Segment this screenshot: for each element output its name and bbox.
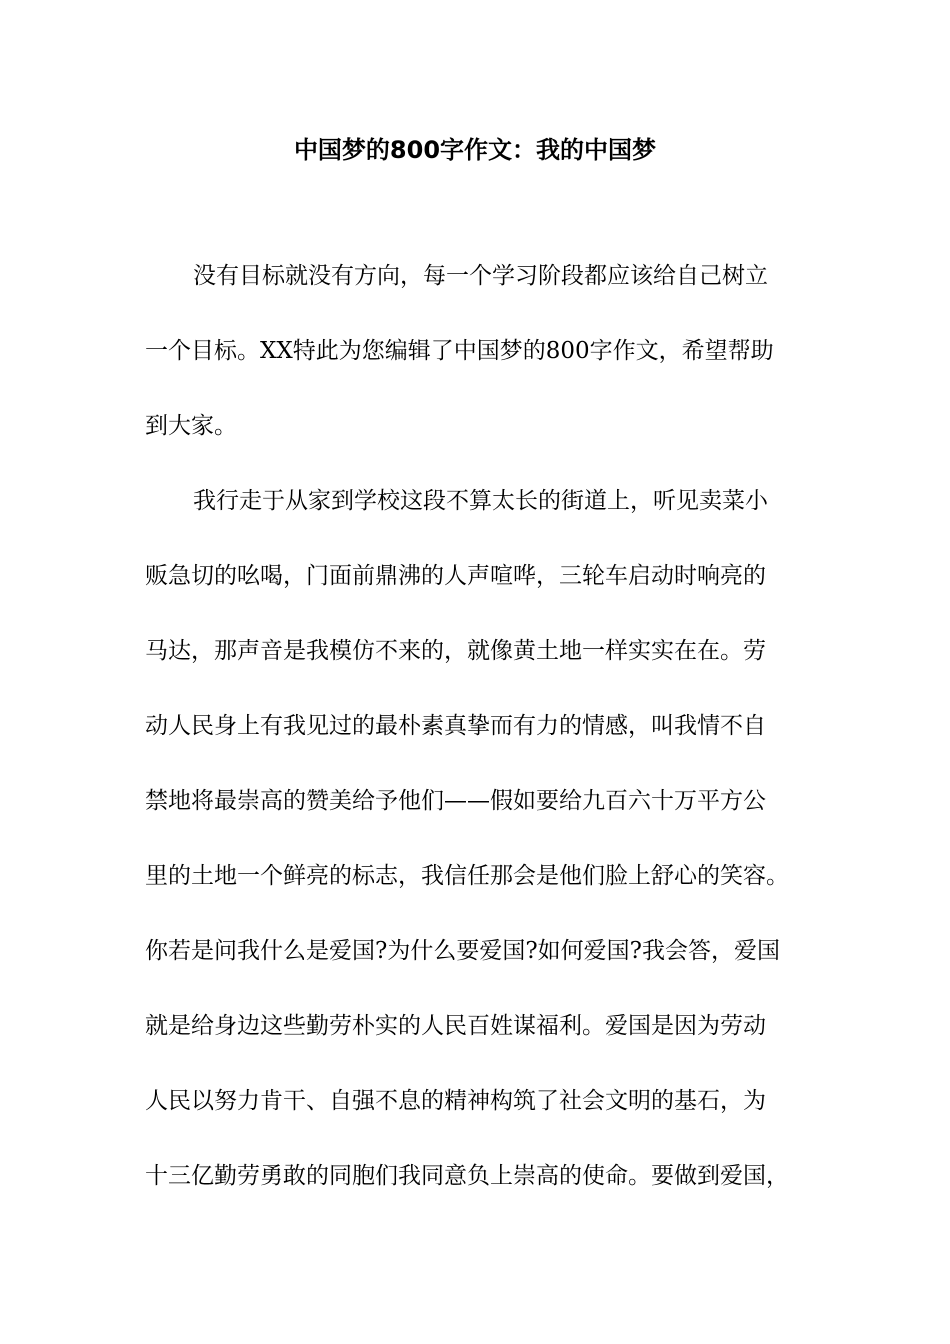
paragraph-2-line-5: 禁地将最崇高的赞美给予他们——假如要给九百六十万平方公 — [145, 788, 766, 814]
paragraph-2-line-2: 贩急切的吆喝，门面前鼎沸的人声喧哗，三轮车启动时响亮的 — [145, 563, 766, 589]
paragraph-2-line-9: 人民以努力肯干、自强不息的精神构筑了社会文明的基石，为 — [145, 1088, 766, 1114]
paragraph-2-line-10: 十三亿勤劳勇敢的同胞们我同意负上崇高的使命。要做到爱国， — [145, 1163, 789, 1189]
document-title: 中国梦的800字作文：我的中国梦 — [293, 136, 657, 164]
paragraph-1-line-2: 一个目标。XX特此为您编辑了中国梦的800字作文，希望帮助 — [145, 338, 774, 364]
paragraph-2-line-1: 我行走于从家到学校这段不算太长的街道上，听见卖菜小 — [193, 488, 768, 514]
paragraph-2-line-3: 马达，那声音是我模仿不来的，就像黄土地一样实实在在。劳 — [145, 638, 766, 664]
paragraph-2-line-4: 动人民身上有我见过的最朴素真挚而有力的情感，叫我情不自 — [145, 713, 766, 739]
paragraph-2-line-7: 你若是问我什么是爱国?为什么要爱国?如何爱国?我会答，爱国 — [145, 938, 780, 964]
paragraph-1-line-3: 到大家。 — [145, 413, 237, 439]
paragraph-2-line-6: 里的土地一个鲜亮的标志，我信任那会是他们脸上舒心的笑容。 — [145, 863, 789, 889]
paragraph-2-line-8: 就是给身边这些勤劳朴实的人民百姓谋福利。爱国是因为劳动 — [145, 1013, 766, 1039]
paragraph-1-line-1: 没有目标就没有方向，每一个学习阶段都应该给自己树立 — [193, 263, 768, 289]
